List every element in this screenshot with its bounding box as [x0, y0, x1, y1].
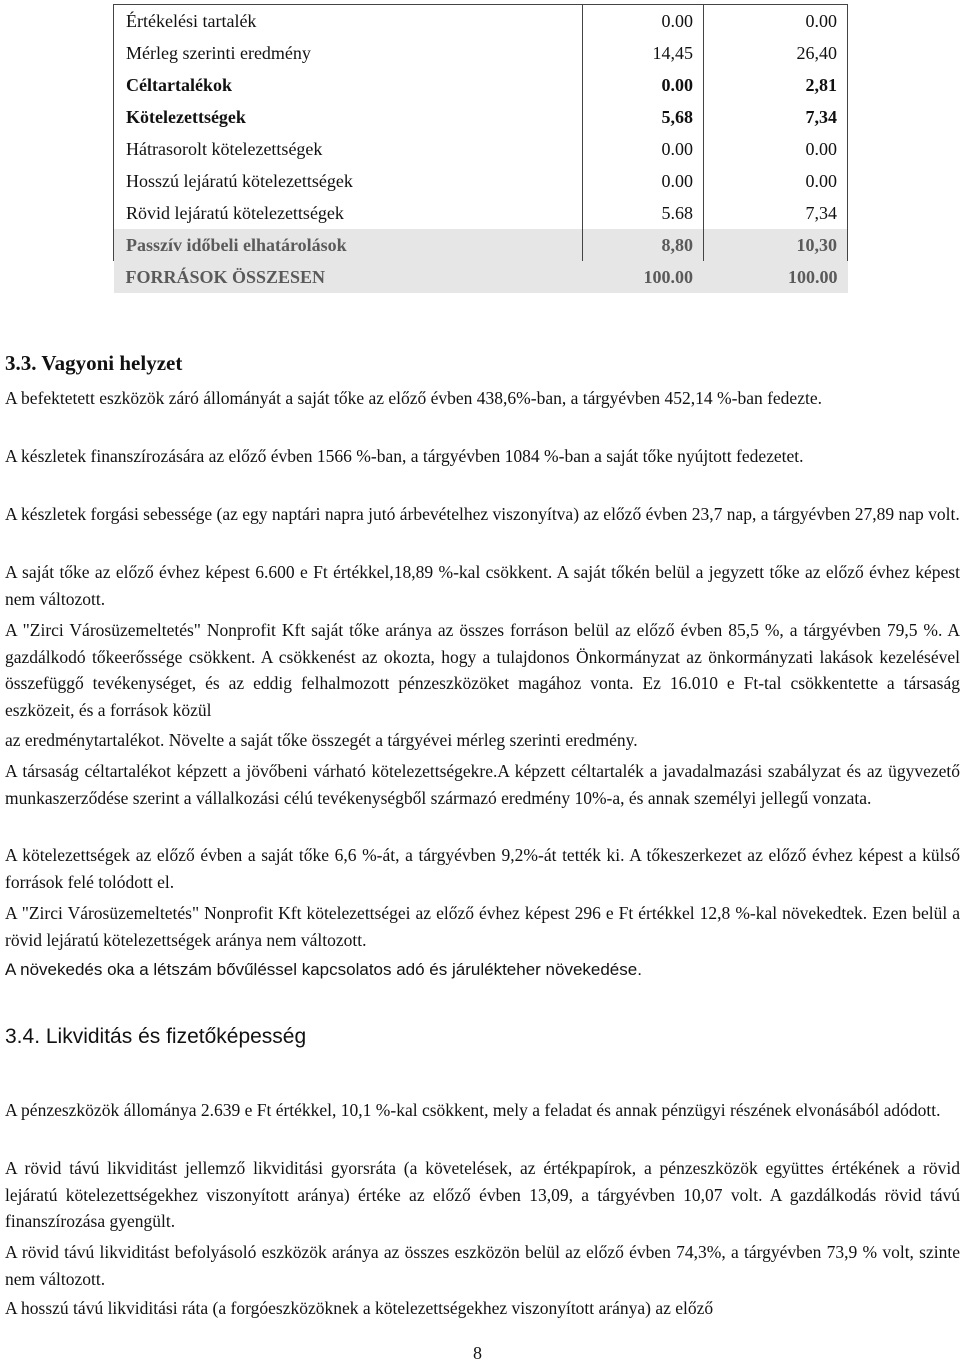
row-label: Hosszú lejáratú kötelezettségek	[114, 165, 583, 197]
value-current-year: 26,40	[704, 37, 848, 69]
table-row	[114, 37, 848, 69]
value-current-year: 0.00	[704, 5, 848, 38]
paragraph: A hosszú távú likviditási ráta (a forgóeszközöknek a kötelezettségekhez viszonyított aránya) az előző	[5, 1298, 714, 1318]
row-label: Rövid lejáratú kötelezettségek	[114, 197, 583, 229]
paragraph: A növekedés oka a létszám bővűléssel kapcsolatos adó és járulékteher növekedése.	[5, 960, 642, 979]
value-previous-year: 8,80	[583, 229, 704, 261]
value-current-year: 2,81	[704, 69, 848, 101]
paragraph: A "Zirci Városüzemeltetés" Nonprofit Kft kötelezettségei az előző évhez képest 296 e Ft értékkel 12,8 %-kal növekedtek. Ezen belül a rövid lejáratú kötelezettségek aránya nem változott.	[5, 903, 960, 950]
value-current-year: 7,34	[704, 101, 848, 133]
section-heading-vagyoni-helyzet: 3.3. Vagyoni helyzet	[5, 351, 183, 375]
value-current-year: 10,30	[704, 229, 848, 261]
value-current-year: 7,34	[704, 197, 848, 229]
section-heading-likviditas: 3.4. Likviditás és fizetőképesség	[5, 1025, 307, 1048]
table-row	[114, 165, 848, 197]
page-number: 8	[473, 1343, 482, 1363]
row-label: Hátrasorolt kötelezettségek	[114, 133, 583, 165]
paragraph: A pénzeszközök állománya 2.639 e Ft értékkel, 10,1 %-kal csökkent, mely a feladat és annak pénzügyi részének elvonásából adódott.	[5, 1100, 941, 1120]
paragraph: A befektetett eszközök záró állományát a saját tőke az előző évben 438,6%-ban, a tárgyévben 452,14 %-ban fedezte.	[5, 388, 822, 408]
table-row	[114, 69, 848, 101]
value-previous-year: 0.00	[583, 69, 704, 101]
paragraph: A saját tőke az előző évhez képest 6.600 e Ft értékkel,18,89 %-kal csökkent. A saját tőkén belül a jegyzett tőke az előző évhez képest nem változott.	[5, 562, 960, 609]
row-label: Passzív időbeli elhatárolások	[114, 229, 583, 261]
table-row	[114, 229, 848, 261]
table-row-total	[114, 261, 848, 293]
value-previous-year: 100.00	[583, 261, 704, 293]
paragraph: A "Zirci Városüzemeltetés" Nonprofit Kft saját tőke aránya az összes forráson belül az előző évben 85,5 %, a tárgyévben 79,5 %. A gazdálkodó tőkeerőssége csökkent. A csökkenést az okozta, hogy a tulajdonos Önkormányzat az önkormányzati lakások kezelésével összefüggő tevékenységet, és az eddig felhalmozott pénzeszközöket magához vonta. Ez 16.010 e Ft-tal csökkentette a társaság eszközeit, és a források közül	[5, 620, 960, 720]
paragraph: A kötelezettségek az előző évben a saját tőke 6,6 %-át, a tárgyévben 9,2%-át tették ki. A tőkeszerkezet az előző évhez képest a külső források felé tolódott el.	[5, 845, 960, 892]
value-previous-year: 0.00	[583, 165, 704, 197]
value-previous-year: 5,68	[583, 101, 704, 133]
row-label: Értékelési tartalék	[114, 5, 583, 38]
value-current-year: 100.00	[704, 261, 848, 293]
table-row	[114, 5, 848, 38]
paragraph: A készletek forgási sebessége (az egy naptári napra jutó árbevételhez viszonyítva) az előző évben 23,7 nap, a tárgyévben 27,89 nap volt.	[5, 504, 960, 524]
paragraph: A rövid távú likviditást befolyásoló eszközök aránya az összes eszközön belül az előző évben 74,3%, a tárgyévben 73,9 % volt, szinte nem változott.	[5, 1242, 960, 1289]
table-row	[114, 101, 848, 133]
paragraph: A rövid távú likviditást jellemző likviditási gyorsráta (a követelések, az értékpapírok, a pénzeszközök együttes értékének a rövid lejáratú kötelezettségekhez viszonyított aránya) értéke az előző évben 13,09, a tárgyévben 10,07 volt. A gazdálkodás rövid távú finanszírozása gyengült.	[5, 1158, 960, 1231]
row-label: Mérleg szerinti eredmény	[114, 37, 583, 69]
paragraph: A társaság céltartalékot képzett a jövőbeni várható kötelezettségekre.A képzett céltartalék a javadalmazási szabályzat és az ügyvezető munkaszerződése szerint a vállalkozási célú tevékenységből származó eredmény 10%-a, és annak személyi jellegű vonzata.	[5, 761, 960, 808]
value-current-year: 0.00	[704, 165, 848, 197]
value-current-year: 0.00	[704, 133, 848, 165]
value-previous-year: 0.00	[583, 133, 704, 165]
row-label: Céltartalékok	[114, 69, 583, 101]
value-previous-year: 5.68	[583, 197, 704, 229]
paragraph: A készletek finanszírozására az előző évben 1566 %-ban, a tárgyévben 1084 %-ban a saját tőke nyújtott fedezetet.	[5, 446, 804, 466]
value-previous-year: 14,45	[583, 37, 704, 69]
value-previous-year: 0.00	[583, 5, 704, 38]
table-row	[114, 133, 848, 165]
row-label: Kötelezettségek	[114, 101, 583, 133]
row-label: FORRÁSOK ÖSSZESEN	[114, 261, 583, 293]
table-row	[114, 197, 848, 229]
balance-sheet-table	[113, 4, 848, 293]
paragraph: az eredménytartalékot. Növelte a saját tőke összegét a tárgyévei mérleg szerinti eredmény.	[5, 730, 638, 750]
